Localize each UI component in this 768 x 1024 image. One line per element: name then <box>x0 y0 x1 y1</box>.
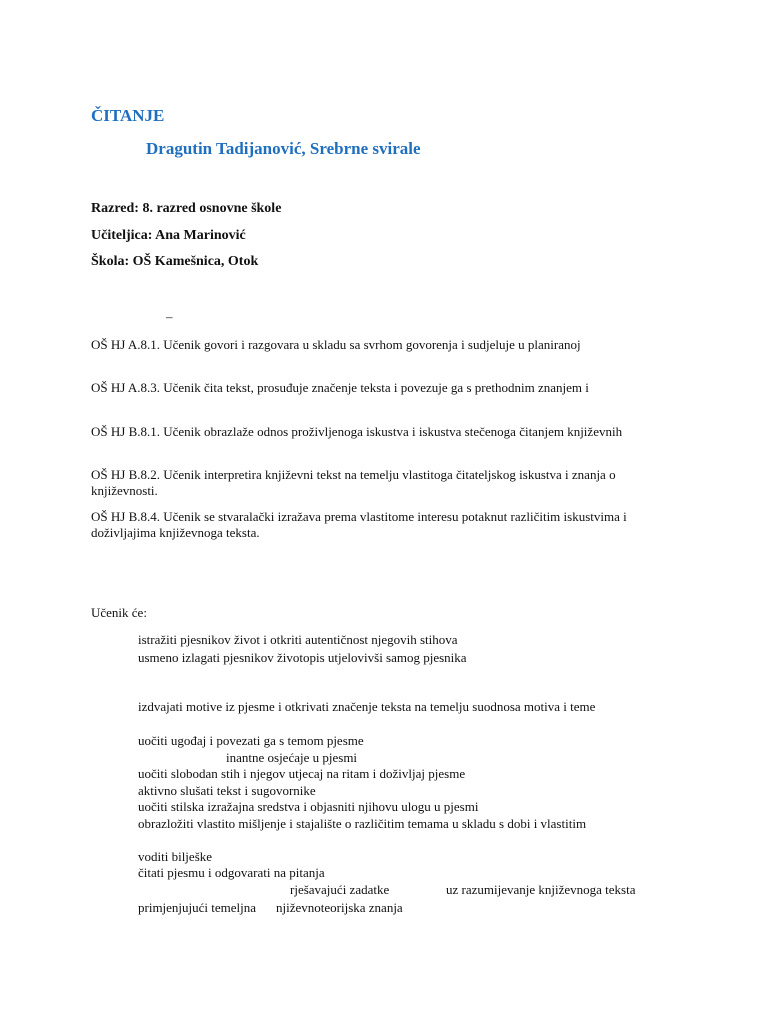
activity-item: istražiti pjesnikov život i otkriti autentičnost njegovih stihova <box>138 632 458 647</box>
school-line: Škola: OŠ Kamešnica, Otok <box>91 254 259 269</box>
lesson-subtitle: Dragutin Tadijanović, Srebrne svirale <box>146 139 421 158</box>
dash-mark: – <box>166 309 173 324</box>
outcome-b84: OŠ HJ B.8.4. Učenik se stvaralački izražava prema vlastitome interesu potaknut različitim iskustvima i doživljajima književnoga teksta. <box>91 509 627 540</box>
outcome-b81: OŠ HJ B.8.1. Učenik obrazlaže odnos proživljenoga iskustva i iskustva stečenoga čitanjem književnih <box>91 424 623 439</box>
activity-item: uz razumijevanje književnoga teksta <box>446 882 636 897</box>
activity-item: aktivno slušati tekst i sugovornike <box>138 783 316 798</box>
activity-item: izdvajati motive iz pjesme i otkrivati značenje teksta na temelju suodnosa motiva i teme <box>138 699 596 714</box>
activity-item: njiževnoteorijska znanja <box>276 900 403 915</box>
activity-item: voditi bilješke <box>138 849 213 864</box>
activity-item: čitati pjesmu i odgovarati na pitanja <box>138 865 325 880</box>
activity-item: uočiti stilska izražajna sredstva i objasniti njihovu ulogu u pjesmi <box>138 799 479 814</box>
activity-item: obrazložiti vlastito mišljenje i stajalište o različitim temama u skladu s dobi i vlastitim <box>138 816 587 831</box>
outcome-b82: OŠ HJ B.8.2. Učenik interpretira književni tekst na temelju vlastitoga čitateljskog iskustva i znanja o književnosti. <box>91 467 616 498</box>
activity-item: usmeno izlagati pjesnikov životopis utjelovivši samog pjesnika <box>138 650 467 665</box>
outcome-a81: OŠ HJ A.8.1. Učenik govori i razgovara u skladu sa svrhom govorenja i sudjeluje u planiranoj <box>91 337 581 352</box>
activity-item: primjenjujući temeljna <box>138 900 257 915</box>
student-will-label: Učenik će: <box>91 605 147 620</box>
page-title: ČITANJE <box>91 106 165 125</box>
activity-item: rješavajući zadatke <box>290 882 390 897</box>
outcome-a83: OŠ HJ A.8.3. Učenik čita tekst, prosuđuje značenje teksta i povezuje ga s prethodnim znanjem i <box>91 380 589 395</box>
grade-line: Razred: 8. razred osnovne škole <box>91 201 282 216</box>
teacher-line: Učiteljica: Ana Marinović <box>91 228 246 243</box>
activity-item: uočiti slobodan stih i njegov utjecaj na ritam i doživljaj pjesme <box>138 766 466 781</box>
activity-item: inantne osjećaje u pjesmi <box>226 750 358 765</box>
activity-item: uočiti ugođaj i povezati ga s temom pjesme <box>138 733 364 748</box>
